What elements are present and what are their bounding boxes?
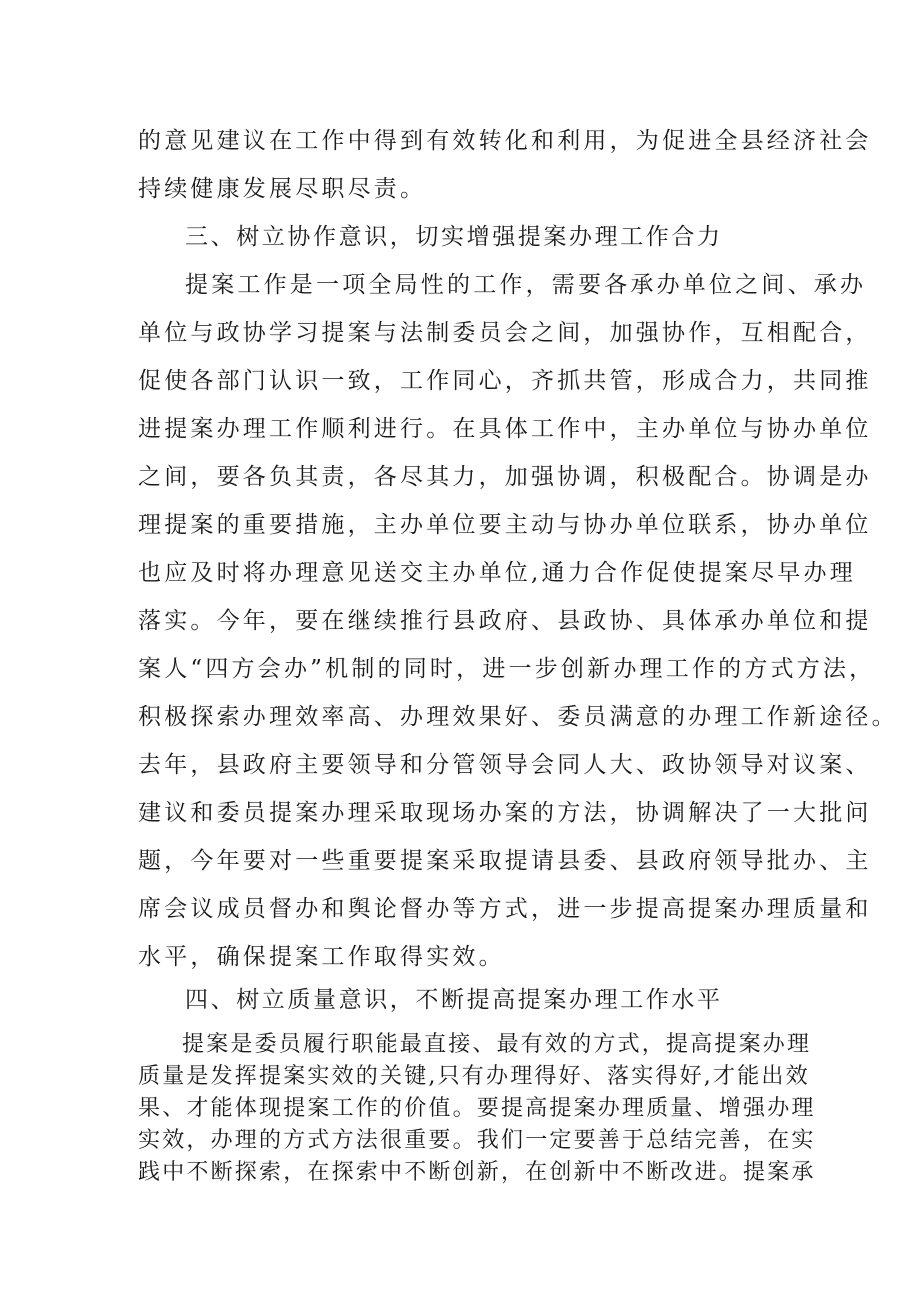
paragraph-line: 果、才能体现提案工作的价值。要提高提案办理质量、增强办理 — [138, 1096, 816, 1121]
paragraph-line: 题，今年要对一些重要提案采取提请县委、县政府领导批办、主 — [138, 848, 872, 874]
paragraph-line: 落实。今年，要在继续推行县政府、县政协、具体承办单位和提 — [138, 608, 872, 634]
paragraph-line: 提案是委员履行职能最直接、最有效的方式，提高提案办理 — [182, 1032, 812, 1057]
paragraph-line: 理提案的重要措施，主办单位要主动与协办单位联系，协办单位 — [138, 512, 872, 538]
section-heading: 三、树立协作意识，切实增强提案办理工作合力 — [185, 224, 723, 250]
paragraph-line: 的意见建议在工作中得到有效转化和利用，为促进全县经济社会 — [138, 128, 872, 154]
paragraph-line: 质量是发挥提案实效的关键,只有办理得好、落实得好,才能出效 — [138, 1064, 810, 1089]
paragraph-line: 单位与政协学习提案与法制委员会之间，加强协作，互相配合， — [138, 320, 872, 346]
paragraph-line: 去年，县政府主要领导和分管领导会同人大、政协领导对议案、 — [138, 752, 872, 778]
paragraph-line: 践中不断探索，在探索中不断创新，在创新中不断改进。提案承 — [138, 1160, 816, 1185]
paragraph-line: 也应及时将办理意见送交主办单位,通力合作促使提案尽早办理 — [138, 560, 856, 586]
paragraph-line: 建议和委员提案办理采取现场办案的方法，协调解决了一大批问 — [138, 800, 872, 826]
paragraph-line: 持续健康发展尽职尽责。 — [138, 176, 427, 202]
paragraph-line: 席会议成员督办和舆论督办等方式，进一步提高提案办理质量和 — [138, 896, 872, 922]
paragraph-line: 之间，要各负其责，各尽其力，加强协调，积极配合。协调是办 — [138, 464, 872, 490]
paragraph-line: 水平，确保提案工作取得实效。 — [138, 944, 505, 970]
paragraph-line: 案人“四方会办”机制的同时，进一步创新办理工作的方式方法， — [138, 656, 876, 682]
paragraph-line: 进提案办理工作顺利进行。在具体工作中，主办单位与协办单位 — [138, 416, 872, 442]
section-heading: 四、树立质量意识，不断提高提案办理工作水平 — [185, 987, 723, 1013]
paragraph-line: 提案工作是一项全局性的工作，需要各承办单位之间、承办 — [185, 272, 867, 298]
paragraph-line: 实效，办理的方式方法很重要。我们一定要善于总结完善，在实 — [138, 1128, 816, 1153]
paragraph-line: 积极探索办理效率高、办理效果好、委员满意的办理工作新途径。 — [138, 704, 898, 730]
paragraph-line: 促使各部门认识一致，工作同心，齐抓共管，形成合力，共同推 — [138, 368, 872, 394]
